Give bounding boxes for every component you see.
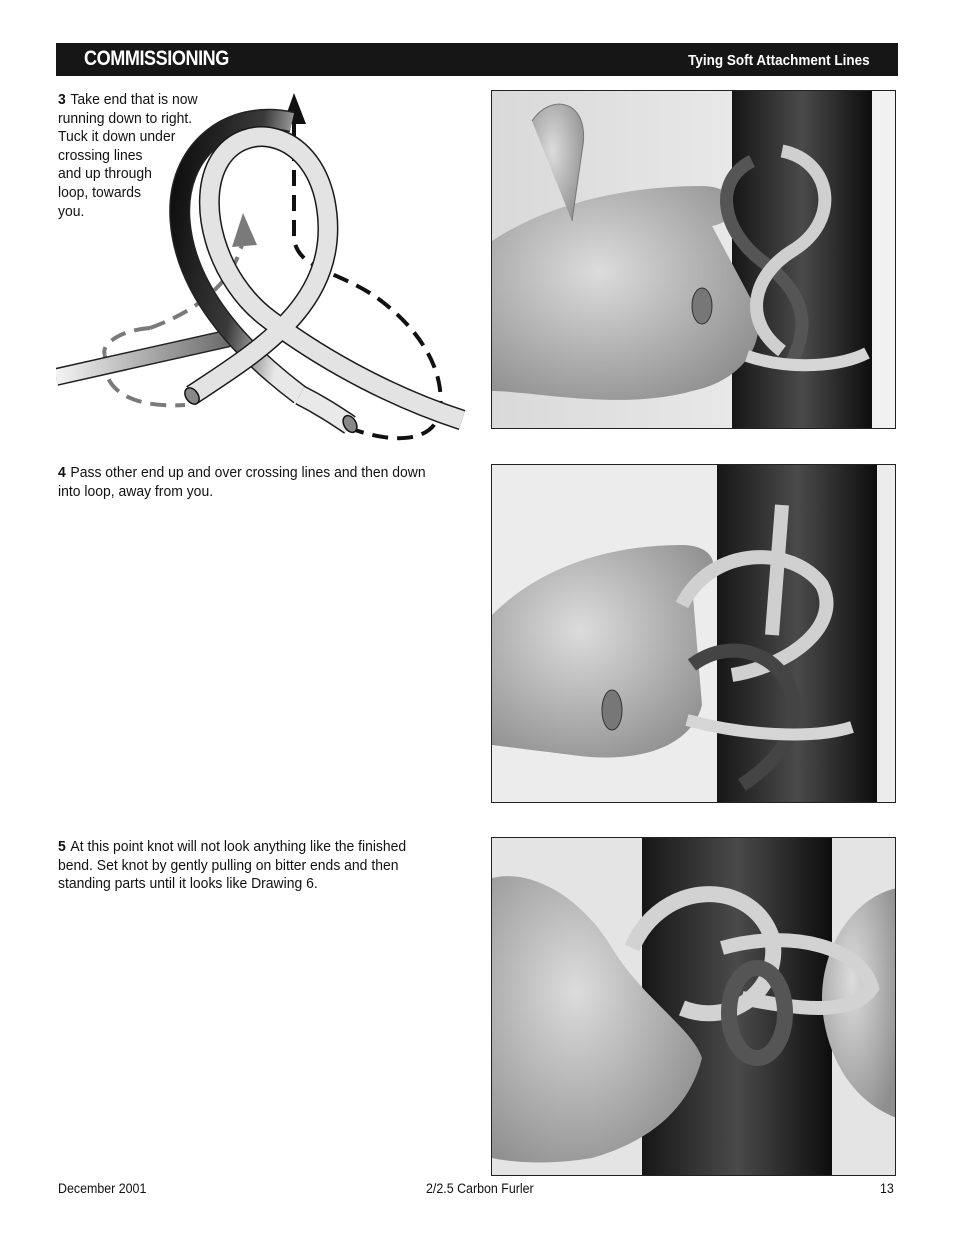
step-3-photo (491, 90, 896, 429)
step-number: 5 (58, 838, 66, 855)
step-3-text: 3 Take end that is now running down to right. Tuck it down under crossing lines and up through loop, towards you. (58, 91, 198, 220)
page-topic: Tying Soft Attachment Lines (688, 52, 870, 69)
section-header-bar (56, 43, 898, 76)
footer-product: 2/2.5 Carbon Furler (426, 1181, 534, 1196)
knot-tying-drawing (56, 88, 468, 450)
step-number: 3 (58, 91, 66, 108)
step-5-text: 5 At this point knot will not look anything like the finished bend. Set knot by gently pulling on bitter ends and then standing parts until it looks like Drawing 6. (58, 838, 407, 893)
footer-page-number: 13 (880, 1181, 894, 1196)
footer-date: December 2001 (58, 1181, 147, 1196)
step-5-photo (491, 837, 896, 1176)
section-title: COMMISSIONING (84, 47, 229, 70)
step-4-text: 4 Pass other end up and over crossing lines and then down into loop, away from you. (58, 464, 426, 500)
step-number: 4 (58, 464, 66, 481)
step-4-photo (491, 464, 896, 803)
